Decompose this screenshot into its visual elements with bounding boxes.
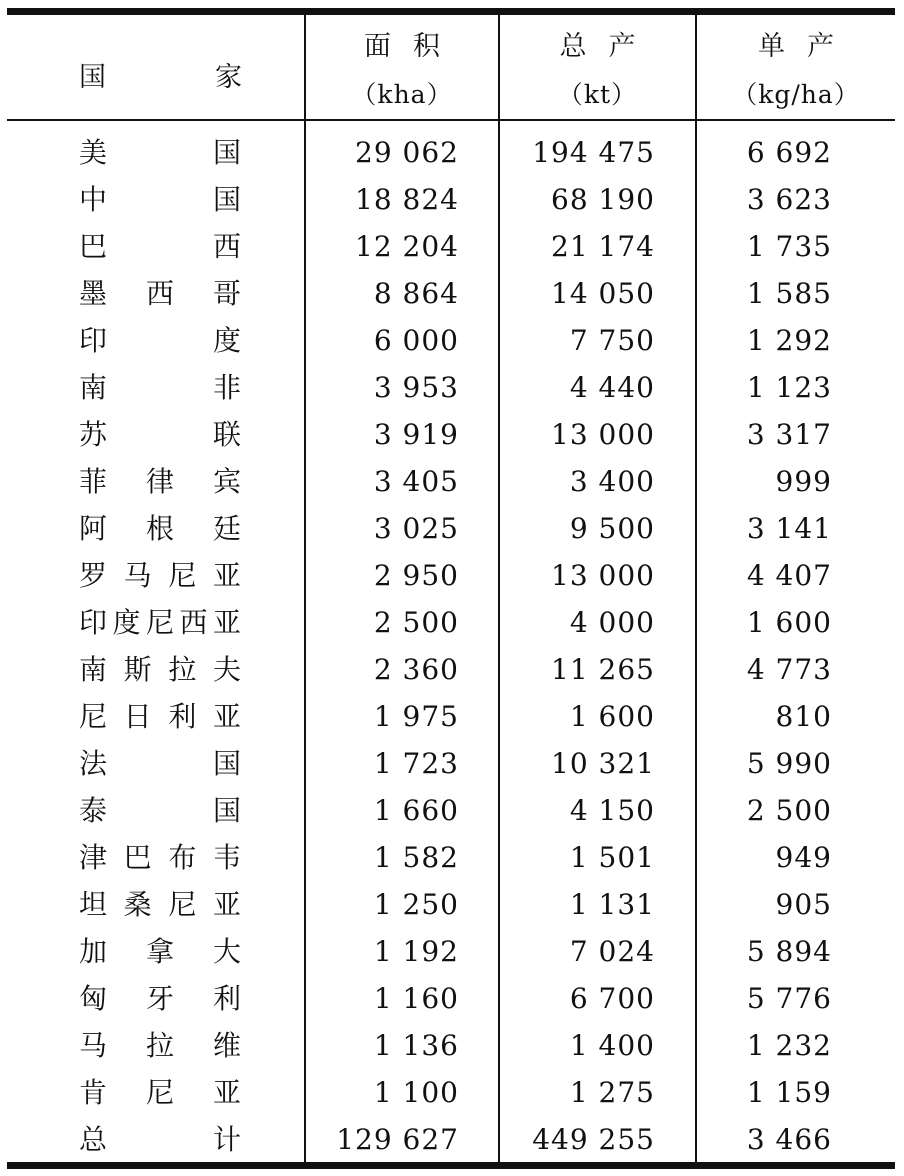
- total-value: 1 600: [569, 700, 655, 733]
- country-char: 利: [212, 982, 241, 1015]
- country-name: [79, 1029, 241, 1063]
- country-name: [79, 136, 241, 170]
- area-value: 1 723: [373, 747, 459, 780]
- table-body: [7, 130, 895, 1164]
- area-value: 129 627: [336, 1123, 459, 1156]
- country-char: 拿: [145, 935, 174, 968]
- header-country: [7, 15, 304, 119]
- total-value: 13 000: [551, 418, 655, 451]
- total-value: 1 400: [569, 1029, 655, 1062]
- country-char: 阿: [79, 512, 108, 545]
- country-char: 哥: [212, 277, 241, 310]
- header-country-char: 家: [215, 62, 243, 93]
- total-value: 21 174: [551, 230, 655, 263]
- area-value: 12 204: [355, 230, 459, 263]
- table-row: [7, 459, 895, 506]
- yield-value: 1 292: [746, 324, 832, 357]
- total-value: 68 190: [551, 183, 655, 216]
- country-char: 印: [79, 324, 108, 357]
- country-char: 印: [79, 606, 108, 639]
- table-row: [7, 1070, 895, 1117]
- country-char: 亚: [212, 559, 241, 592]
- area-value: 1 660: [373, 794, 459, 827]
- table-row: [7, 318, 895, 365]
- country-char: 马: [79, 1029, 108, 1062]
- country-char: 利: [168, 700, 197, 733]
- country-char: 度: [212, 324, 241, 357]
- country-char: 尼: [79, 700, 108, 733]
- country-char: 泰: [79, 794, 108, 827]
- country-name: [79, 277, 241, 311]
- yield-value: 3 141: [746, 512, 832, 545]
- country-name: [79, 935, 241, 969]
- country-name: [79, 465, 241, 499]
- country-name: [79, 606, 241, 640]
- country-char: 宾: [212, 465, 241, 498]
- country-char: 国: [212, 747, 241, 780]
- yield-value: 949: [775, 841, 832, 874]
- country-char: 廷: [212, 512, 241, 545]
- area-value: 3 953: [373, 371, 459, 404]
- table-row: [7, 1023, 895, 1070]
- country-char: 律: [145, 465, 174, 498]
- header-country-char: 国: [79, 62, 107, 93]
- country-name: [79, 700, 241, 734]
- country-char: 墨: [79, 277, 108, 310]
- country-char: 津: [79, 841, 108, 874]
- table-row: [7, 788, 895, 835]
- yield-value: 3 623: [746, 183, 832, 216]
- country-char: 巴: [123, 841, 152, 874]
- yield-value: 4 407: [746, 559, 832, 592]
- country-name: [79, 371, 241, 405]
- country-char: 巴: [79, 230, 108, 263]
- total-value: 7 750: [569, 324, 655, 357]
- country-char: 南: [79, 371, 108, 404]
- table-row: [7, 506, 895, 553]
- country-name: [79, 559, 241, 593]
- area-value: 1 100: [373, 1076, 459, 1109]
- yield-value: 5 894: [746, 935, 832, 968]
- area-value: 2 360: [373, 653, 459, 686]
- country-name: [79, 841, 241, 875]
- yield-value: 3 317: [746, 418, 832, 451]
- country-char: 尼: [168, 888, 197, 921]
- area-value: 8 864: [373, 277, 459, 310]
- table-row: [7, 365, 895, 412]
- country-name: [79, 653, 241, 687]
- country-name: [79, 1123, 241, 1157]
- total-value: 6 700: [569, 982, 655, 1015]
- header-area: [306, 15, 498, 119]
- country-name: [79, 512, 241, 546]
- table-row: [7, 553, 895, 600]
- yield-value: 5 776: [746, 982, 832, 1015]
- area-value: 3 025: [373, 512, 459, 545]
- country-char: 亚: [212, 700, 241, 733]
- country-char: 中: [79, 183, 108, 216]
- total-value: 7 024: [569, 935, 655, 968]
- total-value: 3 400: [569, 465, 655, 498]
- area-value: 1 250: [373, 888, 459, 921]
- yield-value: 4 773: [746, 653, 832, 686]
- total-value: 10 321: [551, 747, 655, 780]
- data-table: [7, 8, 895, 1169]
- header-yield: [697, 15, 895, 119]
- country-char: 西: [179, 606, 208, 639]
- area-value: 3 405: [373, 465, 459, 498]
- country-name: [79, 230, 241, 264]
- area-value: 1 136: [373, 1029, 459, 1062]
- area-value: 6 000: [373, 324, 459, 357]
- country-char: 罗: [79, 559, 108, 592]
- header-total-name: 总产: [559, 30, 658, 62]
- total-value: 194 475: [532, 136, 655, 169]
- area-value: 1 975: [373, 700, 459, 733]
- table-row: [7, 224, 895, 271]
- total-value: 4 000: [569, 606, 655, 639]
- country-char: 维: [212, 1029, 241, 1062]
- top-rule: [7, 8, 895, 15]
- total-value: 449 255: [532, 1123, 655, 1156]
- country-char: 国: [212, 794, 241, 827]
- country-char: 加: [79, 935, 108, 968]
- table-row: [7, 1117, 895, 1164]
- area-value: 1 582: [373, 841, 459, 874]
- country-name: [79, 324, 241, 358]
- country-char: 斯: [123, 653, 152, 686]
- country-char: 日: [123, 700, 152, 733]
- country-char: 度: [112, 606, 141, 639]
- yield-value: 1 159: [746, 1076, 832, 1109]
- country-char: 匈: [79, 982, 108, 1015]
- country-char: 总: [79, 1123, 108, 1156]
- yield-value: 3 466: [746, 1123, 832, 1156]
- table-row: [7, 177, 895, 224]
- total-value: 1 501: [569, 841, 655, 874]
- country-char: 菲: [79, 465, 108, 498]
- country-char: 联: [212, 418, 241, 451]
- country-char: 西: [145, 277, 174, 310]
- table-row: [7, 882, 895, 929]
- area-value: 29 062: [355, 136, 459, 169]
- table-row: [7, 976, 895, 1023]
- country-char: 尼: [168, 559, 197, 592]
- table-row: [7, 929, 895, 976]
- country-char: 根: [145, 512, 174, 545]
- country-char: 法: [79, 747, 108, 780]
- area-value: 1 160: [373, 982, 459, 1015]
- country-char: 坦: [79, 888, 108, 921]
- country-char: 国: [212, 136, 241, 169]
- table-row: [7, 600, 895, 647]
- country-name: [79, 888, 241, 922]
- yield-value: 1 123: [746, 371, 832, 404]
- country-char: 大: [212, 935, 241, 968]
- country-char: 夫: [212, 653, 241, 686]
- country-char: 肯: [79, 1076, 108, 1109]
- country-char: 亚: [212, 1076, 241, 1109]
- header-area-name: 面积: [364, 30, 462, 62]
- country-char: 马: [123, 559, 152, 592]
- header-yield-name: 单产: [758, 30, 856, 62]
- yield-value: 1 232: [746, 1029, 832, 1062]
- country-name: [79, 794, 241, 828]
- total-value: 11 265: [551, 653, 655, 686]
- table-row: [7, 741, 895, 788]
- country-char: 南: [79, 653, 108, 686]
- yield-value: 2 500: [746, 794, 832, 827]
- country-char: 西: [212, 230, 241, 263]
- country-char: 桑: [123, 888, 152, 921]
- country-name: [79, 183, 241, 217]
- country-name: [79, 1076, 241, 1110]
- yield-value: 1 600: [746, 606, 832, 639]
- country-name: [79, 418, 241, 452]
- area-value: 3 919: [373, 418, 459, 451]
- header-yield-unit: （kg/ha）: [732, 79, 860, 109]
- country-char: 拉: [145, 1029, 174, 1062]
- yield-value: 905: [775, 888, 832, 921]
- total-value: 1 275: [569, 1076, 655, 1109]
- table-row: [7, 647, 895, 694]
- table-row: [7, 271, 895, 318]
- area-value: 2 950: [373, 559, 459, 592]
- header-area-unit: （kha）: [351, 79, 453, 109]
- country-name: [79, 747, 241, 781]
- country-char: 尼: [145, 606, 174, 639]
- country-char: 牙: [145, 982, 174, 1015]
- yield-value: 810: [775, 700, 832, 733]
- yield-value: 5 990: [746, 747, 832, 780]
- yield-value: 999: [775, 465, 832, 498]
- total-value: 4 150: [569, 794, 655, 827]
- table-row: [7, 694, 895, 741]
- country-char: 拉: [168, 653, 197, 686]
- country-char: 国: [212, 183, 241, 216]
- table-row: [7, 835, 895, 882]
- country-char: 韦: [212, 841, 241, 874]
- total-value: 9 500: [569, 512, 655, 545]
- header-rule: [7, 119, 895, 121]
- table-row: [7, 130, 895, 177]
- header-total-unit: （kt）: [557, 79, 638, 109]
- area-value: 1 192: [373, 935, 459, 968]
- total-value: 1 131: [569, 888, 655, 921]
- country-char: 尼: [145, 1076, 174, 1109]
- country-char: 非: [212, 371, 241, 404]
- country-char: 亚: [212, 888, 241, 921]
- total-value: 14 050: [551, 277, 655, 310]
- area-value: 2 500: [373, 606, 459, 639]
- country-char: 美: [79, 136, 108, 169]
- country-char: 亚: [212, 606, 241, 639]
- yield-value: 6 692: [746, 136, 832, 169]
- country-char: 苏: [79, 418, 108, 451]
- area-value: 18 824: [355, 183, 459, 216]
- country-char: 计: [212, 1123, 241, 1156]
- table-row: [7, 412, 895, 459]
- yield-value: 1 585: [746, 277, 832, 310]
- header-total: [500, 15, 695, 119]
- total-value: 13 000: [551, 559, 655, 592]
- total-value: 4 440: [569, 371, 655, 404]
- country-name: [79, 982, 241, 1016]
- yield-value: 1 735: [746, 230, 832, 263]
- country-char: 布: [168, 841, 197, 874]
